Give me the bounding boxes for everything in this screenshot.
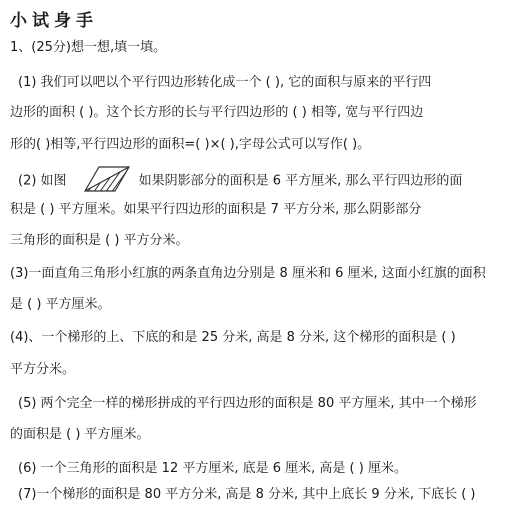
q1-part1-line3: 形的( )相等,平行四边形的面积=( )×( ),字母公式可以写作( )。 xyxy=(10,137,371,152)
q1-part2-line1 xyxy=(18,167,462,195)
hatched-parallelogram-icon xyxy=(71,165,131,193)
page-title: 小试身手 xyxy=(10,11,98,31)
q1-part3-line2: 是 ( ) 平方厘米。 xyxy=(10,297,111,312)
q1-part3-line1: (3)一面直角三角形小红旗的两条直角边分别是 8 厘米和 6 厘米, 这面小红旗的面积 xyxy=(10,266,486,281)
q1-part5-line2: 的面积是 ( ) 平方厘米。 xyxy=(10,427,150,442)
q1-part5-line1: (5) 两个完全一样的梯形拼成的平行四边形的面积是 80 平方厘米, 其中一个梯形 xyxy=(18,396,477,411)
q1-part1-line1: (1) 我们可以吧以个平行四边形转化成一个 ( ), 它的面积与原来的平行四 xyxy=(18,75,432,90)
q1-part2-line2: 积是 ( ) 平方厘米。如果平行四边形的面积是 7 平方分米, 那么阴影部分 xyxy=(10,202,422,217)
question-1-header: 1、(25分)想一想,填一填。 xyxy=(10,40,167,55)
q1-part4-line2: 平方分米。 xyxy=(10,362,76,377)
q1-part2-text: 如果阴影部分的面积是 6 平方厘米, 那么平行四边形的面 xyxy=(138,173,463,189)
q1-part2-prefix: (2) 如图 xyxy=(18,173,67,189)
q1-part1-line2: 边形的面积 ( )。这个长方形的长与平行四边形的 ( ) 相等, 宽与平行四边 xyxy=(10,105,424,120)
q1-part2-line3: 三角形的面积是 ( ) 平方分米。 xyxy=(10,233,189,248)
q1-part7-line1: (7)一个梯形的面积是 80 平方分米, 高是 8 分米, 其中上底长 9 分米, 下底长 ( ) xyxy=(18,487,476,502)
q1-part4-line1: (4)、一个梯形的上、下底的和是 25 分米, 高是 8 分米, 这个梯形的面积是 ( ) xyxy=(10,330,456,345)
q1-part6-line1: (6) 一个三角形的面积是 12 平方厘米, 底是 6 厘米, 高是 ( ) 厘米。 xyxy=(18,461,407,476)
